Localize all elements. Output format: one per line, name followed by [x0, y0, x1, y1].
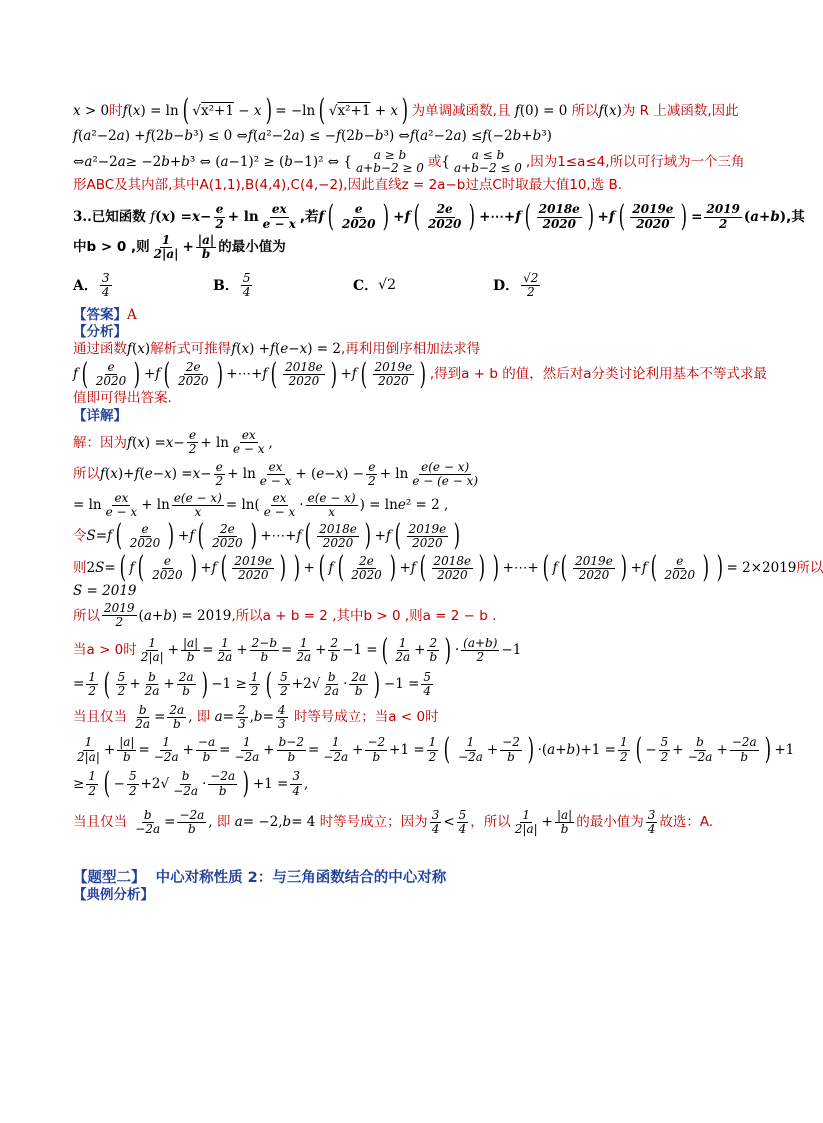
- options-row: [73, 272, 733, 299]
- document-page: [73, 93, 823, 904]
- section-subheading: 【典例分析】: [73, 887, 154, 904]
- prev-solution-line-3: ⇔ a ²−2 a ≥ −2 b + b ³ ⇔ ( a −1)² ≥ ( b −1)² ⇔ { a ≥ b a+b−2 ≥ 0 或 { a ≤ b a+b−2 ≤ 0 ,因为1≤a≤4,所以可行域为一个三角: [73, 147, 745, 176]
- option-b[interactable]: B． $\frac{5}{4}$: [213, 270, 251, 299]
- detail-line-2: 所以 f ( x )+ f ( e − x ) = x − $\frac{e}{2}$ + ln $\frac{ex}{e - x}$ + ( e − x ) − $\frac{e}{2}$ + ln $\frac{e(e - x)}{e - (e - x)}$: [73, 459, 479, 488]
- analysis-label: 【分析】: [73, 323, 127, 340]
- detail-line-9: 当且仅当 $\frac{b}{2a}$ = $\frac{2a}{b}$ , 即 a = $\frac{2}{3}$ , b = $\frac{4}{3}$ 时等号成立；当a < 0时: [73, 702, 439, 731]
- detail-line-5: 则 2 S = ( f ( $\frac{e}{2020}$ ) + f ( $\frac{2019e}{2020}$ ) ) + ( f ( $\frac{2e}{2020}$ ) + f ( $\frac{2018e}{2020}$ ) ) +⋯+ ( f ( $\frac{2019e}{2020}$ ) + f ( $\frac{e}{2020}$ ) ) = 2×2019 所以: [73, 550, 823, 586]
- option-c[interactable]: C． √2: [353, 277, 396, 295]
- analysis-line-2: f ( $\frac{e}{2020}$ ) + f ( $\frac{2e}{2020}$ ) +⋯+ f ( $\frac{2018e}{2020}$ ) + f ( $\frac{2019e}{2020}$ ) ,得到a + b 的值，然后对a分类讨论利用基本不等式求最: [73, 356, 767, 392]
- analysis-line-1: 通过函数 f ( x ) 解析式可推得 f ( x ) + f ( e − x ) = 2 ,再利用倒序相加法求得: [73, 340, 481, 357]
- problem-stem-line-1: 3.. 已知函数 f ( x ) = x − $\frac{e}{2}$ + ln $\frac{ex}{e - x}$ ,若 f ( $\frac{e}{2020}$ ) + f ( $\frac{2e}{2020}$ ) +⋯+ f ( $\frac{2018e}{2020}$ ) + f ( $\frac{2019e}{2020}$ ) = $\frac{2019}{2}$ ( a + b ) ,其: [73, 199, 805, 235]
- detail-line-12: 当且仅当 $\frac{b}{-2a}$ = $\frac{-2a}{b}$ , 即 a = −2, b = 4 时等号成立；因为 $\frac{3}{4}$ < $\frac{5}{4}$ ，所以 $\frac{1}{2|a|}$ + $\frac{|a|}{b}$ 的最小值为 $\frac{3}{4}$ 故选：A.: [73, 808, 714, 837]
- problem-stem-line-2: 中b > 0 ,则 $\frac{1}{2|a|}$ + $\frac{|a|}{b}$ 的最小值为: [73, 233, 286, 262]
- detail-line-4: 令 S = f ( $\frac{e}{2020}$ ) + f ( $\frac{2e}{2020}$ ) +⋯+ f ( $\frac{2018e}{2020}$ ) + f ( $\frac{2019e}{2020}$ ): [73, 518, 461, 554]
- option-a[interactable]: A． $\frac{3}{4}$: [73, 270, 110, 299]
- detail-label: 【详解】: [73, 408, 127, 425]
- section-tag: 【题型二】: [73, 870, 146, 887]
- prev-solution-line-1: x > 0 时 f ( x ) = ln ( √ x²+1 − x ) = −ln ( √ x²+1 + x ) 为单调减函数,且 f (0) = 0 所以 f ( x ) 为 R 上减函数,因此: [73, 93, 739, 128]
- detail-line-3: = ln $\frac{ex}{e - x}$ + ln $\frac{e(e - x)}{x}$ = ln( $\frac{ex}{e - x}$ · $\frac{e(e - x)}{x}$ ) = ln e ² = 2 ,: [73, 491, 449, 520]
- section-heading: [73, 866, 733, 887]
- analysis-line-3: 值即可得出答案.: [73, 389, 172, 406]
- option-d[interactable]: D． $\frac{√2}{2}$: [493, 270, 539, 299]
- prev-solution-line-4: 形ABC及其内部,其中A(1,1),B(4,4),C(4,−2),因此直线z = 2a−b过点C时取最大值10,选 B.: [73, 177, 623, 194]
- problem-number: 3..: [73, 208, 92, 225]
- answer-value: A: [127, 306, 137, 323]
- detail-line-6: 所以 $\frac{2019}{2}$ ( a + b ) = 2019 ,所以a + b = 2 ,其中b > 0 ,则a = 2 − b .: [73, 601, 497, 630]
- detail-line-11: ≥ $\frac{1}{2}$ ( − $\frac{5}{2}$ +2√ $\frac{b}{-2a}$ · $\frac{-2a}{b}$ ) +1 = $\frac{3}{4}$ ,: [73, 766, 309, 801]
- answer-line: 【答案】 A: [73, 306, 137, 323]
- prev-solution-line-2: f ( a ²−2 a ) + f (2 b − b ³) ≤ 0 ⇔ f ( a ²−2 a ) ≤ − f (2 b − b ³) ⇔ f ( a ²−2 a ) ≤ f (−2 b + b ³): [73, 128, 552, 144]
- detail-line-1: 解：因为 f ( x ) = x − $\frac{e}{2}$ + ln $\frac{ex}{e - x}$ ,: [73, 428, 273, 457]
- detail-line-7: 当a > 0时 $\frac{1}{2|a|}$ + $\frac{|a|}{b}$ = $\frac{1}{2a}$ + $\frac{2-b}{b}$ = $\frac{1}{2a}$ + $\frac{2}{b}$ −1 = ( $\frac{1}{2a}$ + $\frac{2}{b}$ ) · $\frac{(a+b)}{2}$ −1: [73, 632, 522, 668]
- detail-line-10: $\frac{1}{2|a|}$ + $\frac{|a|}{b}$ = $\frac{1}{-2a}$ + $\frac{-a}{b}$ = $\frac{1}{-2a}$ + $\frac{b-2}{b}$ = $\frac{1}{-2a}$ + $\frac{-2}{b}$ +1 = $\frac{1}{2}$ ( $\frac{1}{-2a}$ + $\frac{-2}{b}$ ) ·( a + b )+1 = $\frac{1}{2}$ ( − $\frac{5}{2}$ + $\frac{b}{-2a}$ + $\frac{-2a}{b}$ ) +1: [77, 732, 795, 767]
- section-title: 中心对称性质 2：与三角函数结合的中心对称: [155, 870, 447, 887]
- detail-line-8: = $\frac{1}{2}$ ( $\frac{5}{2}$ + $\frac{b}{2a}$ + $\frac{2a}{b}$ ) −1 ≥ $\frac{1}{2}$ ( $\frac{5}{2}$ +2√ $\frac{b}{2a}$ · $\frac{2a}{b}$ ) −1 = $\frac{5}{4}$: [73, 666, 432, 702]
- detail-s-value: S = 2019: [73, 583, 137, 600]
